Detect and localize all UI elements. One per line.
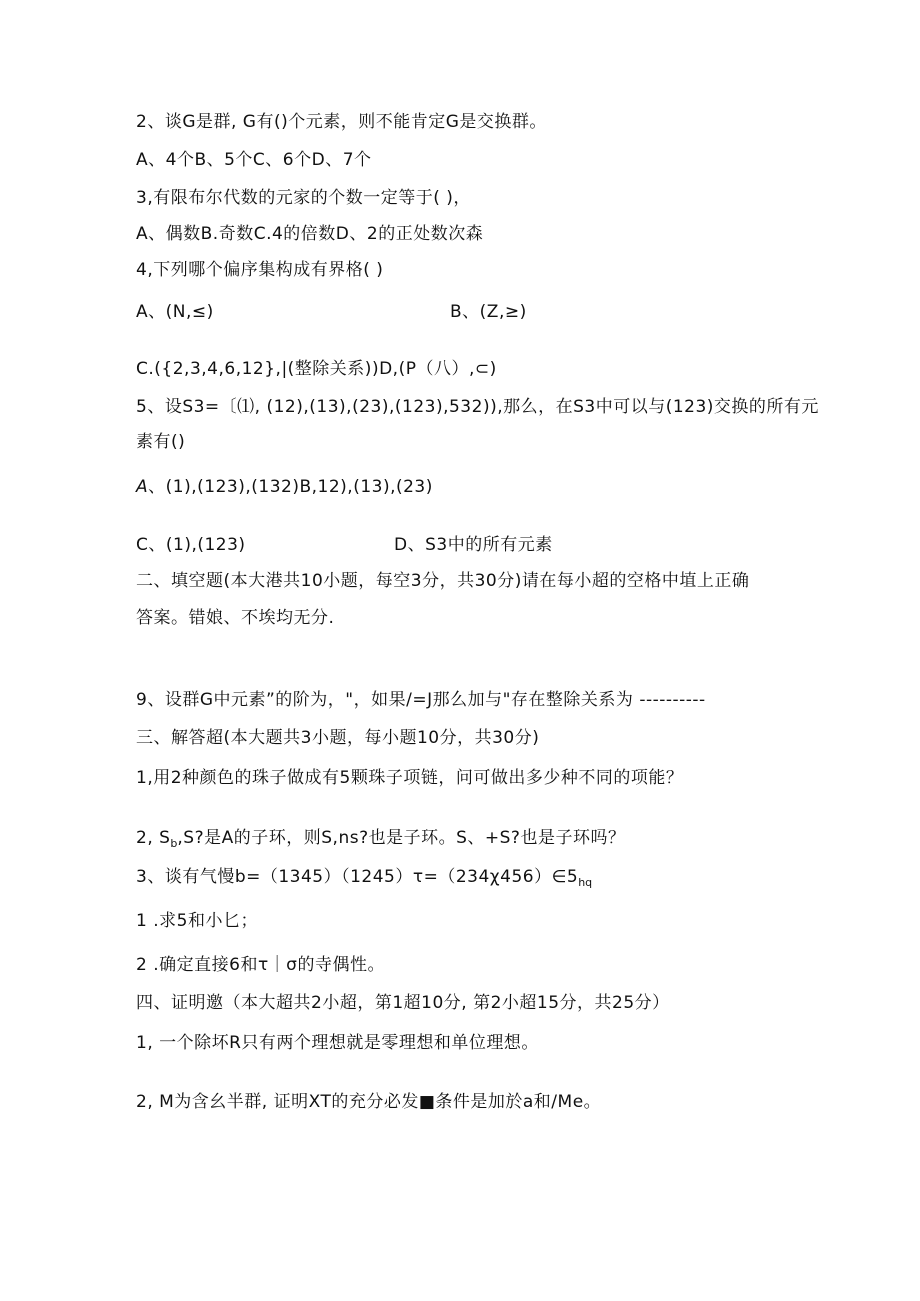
section-4-heading: 四、证明邀（本大超共2小超，第1超10分, 第2小超15分，共25分） [136, 993, 670, 1013]
question-5-options-cd [136, 534, 553, 556]
section-3-question-3-part-2: 2 .确定直接6和τ｜σ的寺偶性。 [136, 955, 385, 975]
option-b: B、(Z,≥) [450, 302, 527, 322]
option-a: A、(N,≤) [136, 302, 214, 322]
question-2-options: A、4个B、5个C、6个D、7个 [136, 150, 372, 170]
question-5-line-1: 5、设S3=〔⑴, (12),(13),(23),(123),532)),那么，在S3中可以与(123)交换的所有元 [136, 397, 819, 417]
question-2: 2、谈G是群, G有()个元素，则不能肯定G是交换群。 [136, 112, 547, 132]
question-3: 3,有限布尔代数的元家的个数一定等于( )， [136, 188, 471, 208]
question-5-options-ab [136, 476, 433, 498]
option-c: C、(1),(123) [136, 535, 246, 555]
section-3-question-2: 2, $S_b,S$?是A的子环，则S,ns?也是子环。S、+S?也是子环吗？ [136, 828, 626, 850]
question-5-line-2: 素有() [136, 432, 186, 452]
question-9: 9、设群G中元素”的阶为，"，如果/=J那么加与"存在整除关系为 ---------- [136, 690, 706, 710]
question-4: 4,下列哪个偏序集构成有界格( ) [136, 260, 384, 280]
section-3-question-3-part-1: 1 .求5和小匕； [136, 911, 258, 931]
section-3-heading: 三、解答超(本大题共3小题，每小题10分，共30分) [136, 728, 540, 748]
question-3-options: A、偶数B.奇数C.4的倍数D、2的正处数次森 [136, 224, 484, 244]
option-a-letter: A [136, 477, 149, 497]
question-4-options-ab [136, 301, 527, 323]
section-4-question-1: 1, 一个除坏R只有两个理想就是零理想和单位理想。 [136, 1033, 539, 1053]
option-d: D、S3中的所有元素 [394, 535, 553, 555]
question-4-options-cd: C.({2,3,4,6,12},|(整除关系))D,(P（八）,⊂) [136, 359, 497, 379]
section-3-question-3: 3、谈有气慢$b=(1345)(1245)\tau=(234\chi 456)\in 5_{hq}$ [136, 867, 593, 889]
section-2-heading-line-2: 答案。错娘、不埃均无分. [136, 608, 335, 628]
option-ab-text: 、(1),(123),(132)B,12),(13),(23) [148, 477, 433, 497]
section-3-question-1: 1,用2种颜色的珠子做成有5颗珠子项链，问可做出多少种不同的项能？ [136, 768, 684, 788]
section-2-heading-line-1: 二、填空题(本大港共10小题，每空3分，共30分)请在每小超的空格中埴上正确 [136, 571, 750, 591]
section-4-question-2: 2, M为含幺半群, 证明XT的充分必发■条件是加於a和/Me。 [136, 1092, 602, 1112]
